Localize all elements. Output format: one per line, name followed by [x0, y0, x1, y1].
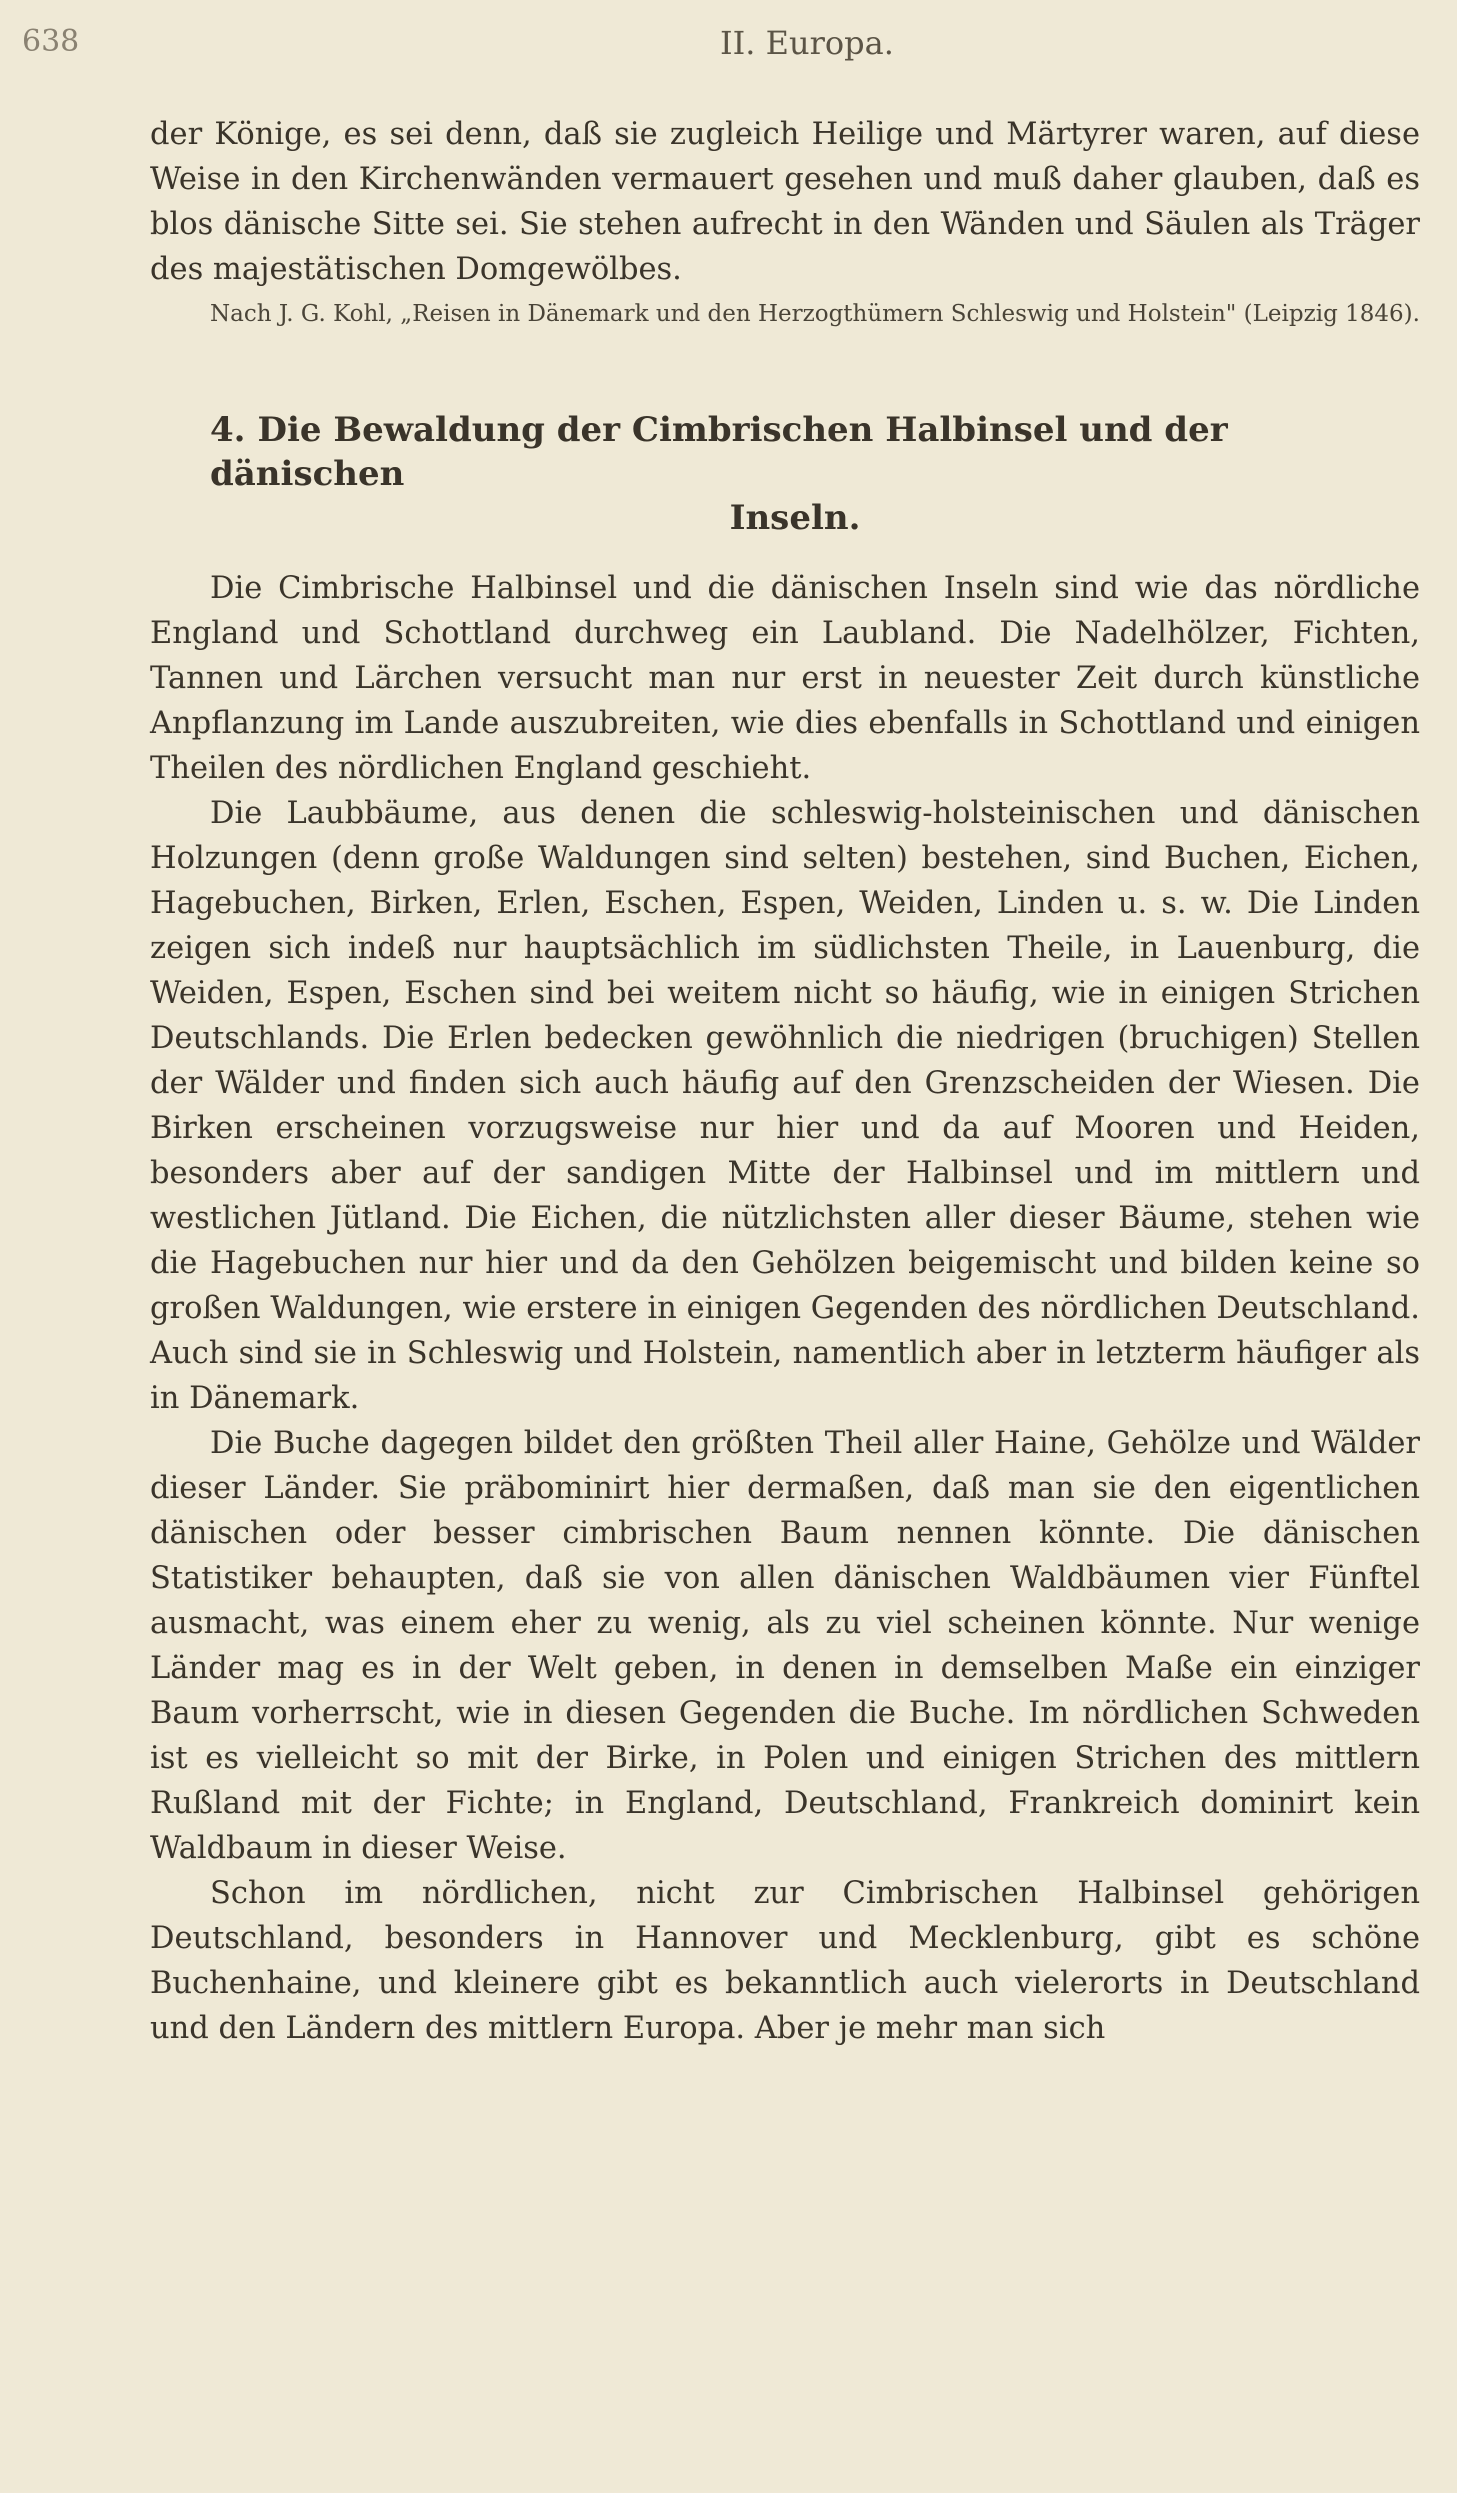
section-number: 4.: [210, 410, 246, 450]
paragraph: Die Laubbäume, aus denen die schleswig-holsteinischen und dänischen Holzungen (denn große Waldungen sind selten) bestehen, sind Buchen, Eichen, Hagebuchen, Birken, Erlen, Eschen, Espen, Weiden, Linden u. s. w. Die Linden zeigen sich indeß nur hauptsächlich im südlichsten Theile, in Lauenburg, die Weiden, Espen, Eschen sind bei weitem nicht so häufig, wie in einigen Strichen Deutschlands. Die Erlen bedecken gewöhnlich die niedrigen (bruchigen) Stellen der Wälder und finden sich auch häufig auf den Grenzscheiden der Wiesen. Die Birken erscheinen vorzugsweise nur hier und da auf Mooren und Heiden, besonders aber auf der sandigen Mitte der Halbinsel und im mittlern und westlichen Jütland. Die Eichen, die nützlichsten aller dieser Bäume, stehen wie die Hagebuchen nur hier und da den Gehölzen beigemischt und bilden keine so großen Waldungen, wie erstere in einigen Gegenden des nördlichen Deutschland. Auch sind sie in Schleswig und Holstein, namentlich aber in letzterm häufiger als in Dänemark.: [150, 796, 1420, 1416]
section-title-line2: Inseln.: [729, 498, 861, 538]
source-citation: Nach J. G. Kohl, „Reisen in Dänemark und den Herzogthümern Schleswig und Holstein" (Leipzig 1846).: [210, 301, 1420, 327]
chapter-title: II. Europa.: [720, 24, 894, 62]
running-head: [0, 20, 1457, 70]
section-heading: [150, 408, 1420, 540]
section-title-line1: Die Bewaldung der Cimbrischen Halbinsel und der dänischen: [210, 410, 1228, 494]
body-text: [150, 112, 1420, 2051]
paragraph: Die Cimbrische Halbinsel und die dänischen Inseln sind wie das nördliche England und Schottland durchweg ein Laubland. Die Nadelhölzer, Fichten, Tannen und Lärchen versucht man nur erst in neuester Zeit durch künstliche Anpflanzung im Lande auszubreiten, wie dies ebenfalls in Schottland und einigen Theilen des nördlichen England geschieht.: [150, 571, 1420, 786]
paragraph: Die Buche dagegen bildet den größten Theil aller Haine, Gehölze und Wälder dieser Länder. Sie präbominirt hier dermaßen, daß man sie den eigentlichen dänischen oder besser cimbrischen Baum nennen könnte. Die dänischen Statistiker behaupten, daß sie von allen dänischen Waldbäumen vier Fünftel ausmacht, was einem eher zu wenig, als zu viel scheinen könnte. Nur wenige Länder mag es in der Welt geben, in denen in demselben Maße ein einziger Baum vorherrscht, wie in diesen Gegenden die Buche. Im nördlichen Schweden ist es vielleicht so mit der Birke, in Polen und einigen Strichen des mittlern Rußland mit der Fichte; in England, Deutschland, Frankreich dominirt kein Waldbaum in dieser Weise.: [150, 1426, 1420, 1866]
paragraph: Schon im nördlichen, nicht zur Cimbrischen Halbinsel gehörigen Deutschland, besonders in Hannover und Mecklenburg, gibt es schöne Buchenhaine, und kleinere gibt es bekanntlich auch vielerorts in Deutschland und den Ländern des mittlern Europa. Aber je mehr man sich: [150, 1876, 1420, 2046]
page-number: 638: [22, 24, 80, 59]
paragraph-continuation: der Könige, es sei denn, daß sie zugleich Heilige und Märtyrer waren, auf diese Weise in den Kirchenwänden vermauert gesehen und muß daher glauben, daß es blos dänische Sitte sei. Sie stehen aufrecht in den Wänden und Säulen als Träger des majestätischen Domgewölbes.: [150, 117, 1420, 287]
